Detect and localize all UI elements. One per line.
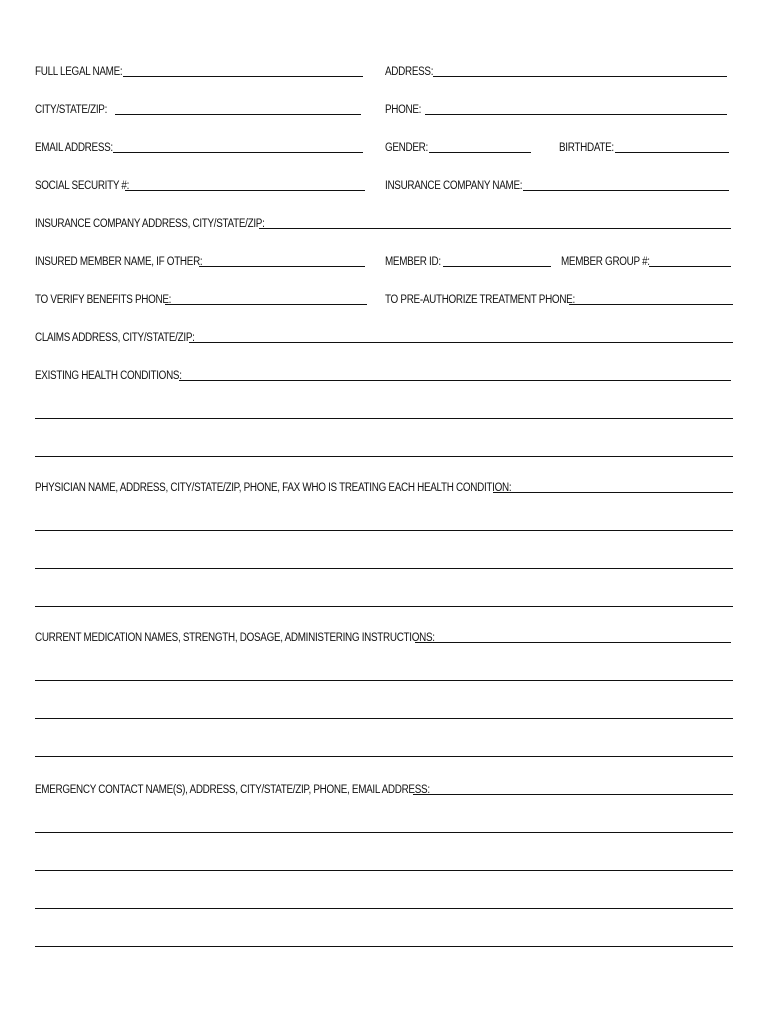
gender-input[interactable] (429, 152, 531, 153)
physician-field (35, 476, 733, 496)
physician-line[interactable] (35, 530, 733, 531)
current-medication-line[interactable] (35, 680, 733, 681)
pre-authorize-phone-field (385, 288, 733, 308)
insurance-company-address-input[interactable] (259, 228, 731, 229)
row-insurance-address (35, 212, 733, 232)
city-state-zip-label: CITY/STATE/ZIP: (35, 104, 108, 116)
email-address-input[interactable] (113, 152, 363, 153)
social-security-label: SOCIAL SECURITY #: (35, 180, 130, 192)
city-state-zip-field (35, 98, 361, 118)
existing-health-conditions-field (35, 364, 731, 384)
emergency-contact-field (35, 778, 733, 798)
full-legal-name-input[interactable] (123, 76, 363, 77)
physician-label: PHYSICIAN NAME, ADDRESS, CITY/STATE/ZIP, PHONE, FAX WHO IS TREATING EACH HEALTH CONDITION: (35, 482, 512, 494)
verify-benefits-phone-label: TO VERIFY BENEFITS PHONE: (35, 294, 172, 306)
full-legal-name-label: FULL LEGAL NAME: (35, 66, 123, 78)
insured-member-name-field (35, 250, 365, 270)
current-medication-line[interactable] (35, 756, 733, 757)
insured-member-name-label: INSURED MEMBER NAME, IF OTHER: (35, 256, 203, 268)
address-field (385, 60, 727, 80)
full-legal-name-field (35, 60, 363, 80)
member-group-input[interactable] (649, 266, 731, 267)
current-medication-field (35, 626, 731, 646)
insurance-company-name-input[interactable] (523, 190, 729, 191)
insurance-company-name-label: INSURANCE COMPANY NAME: (385, 180, 523, 192)
existing-health-conditions-line[interactable] (35, 456, 733, 457)
claims-address-label: CLAIMS ADDRESS, CITY/STATE/ZIP: (35, 332, 195, 344)
address-input[interactable] (433, 76, 727, 77)
insurance-company-address-label: INSURANCE COMPANY ADDRESS, CITY/STATE/ZIP: (35, 218, 265, 230)
row-city-phone (35, 98, 733, 118)
member-id-label: MEMBER ID: (385, 256, 441, 268)
gender-label: GENDER: (385, 142, 428, 154)
pre-authorize-phone-label: TO PRE-AUTHORIZE TREATMENT PHONE: (385, 294, 575, 306)
birthdate-field (559, 136, 729, 156)
physician-input[interactable] (493, 492, 733, 493)
existing-health-conditions-label: EXISTING HEALTH CONDITIONS: (35, 370, 182, 382)
physician-line[interactable] (35, 568, 733, 569)
phone-label: PHONE: (385, 104, 422, 116)
row-current-medication (35, 626, 733, 646)
address-label: ADDRESS: (385, 66, 434, 78)
row-physician (35, 476, 733, 496)
insured-member-name-input[interactable] (199, 266, 365, 267)
current-medication-label: CURRENT MEDICATION NAMES, STRENGTH, DOSAGE, ADMINISTERING INSTRUCTIONS: (35, 632, 435, 644)
existing-health-conditions-input[interactable] (179, 380, 731, 381)
claims-address-field (35, 326, 733, 346)
row-member (35, 250, 733, 270)
existing-health-conditions-line[interactable] (35, 418, 733, 419)
row-name-address (35, 60, 733, 80)
birthdate-input[interactable] (615, 152, 729, 153)
city-state-zip-input[interactable] (115, 114, 361, 115)
email-address-label: EMAIL ADDRESS: (35, 142, 113, 154)
row-claims (35, 326, 733, 346)
insurance-company-name-field (385, 174, 729, 194)
row-ssn-insurance (35, 174, 733, 194)
row-phones (35, 288, 733, 308)
email-address-field (35, 136, 363, 156)
verify-benefits-phone-input[interactable] (165, 304, 367, 305)
phone-input[interactable] (425, 114, 727, 115)
row-email-gender-birthdate (35, 136, 733, 156)
current-medication-line[interactable] (35, 718, 733, 719)
row-emergency-contact (35, 778, 733, 798)
phone-field (385, 98, 727, 118)
claims-address-input[interactable] (189, 342, 733, 343)
birthdate-label: BIRTHDATE: (559, 142, 614, 154)
pre-authorize-phone-input[interactable] (569, 304, 733, 305)
insurance-company-address-field (35, 212, 731, 232)
current-medication-input[interactable] (415, 642, 731, 643)
member-group-label: MEMBER GROUP #: (561, 256, 650, 268)
row-existing-conditions (35, 364, 733, 384)
emergency-contact-line[interactable] (35, 908, 733, 909)
verify-benefits-phone-field (35, 288, 367, 308)
emergency-contact-line[interactable] (35, 832, 733, 833)
social-security-field (35, 174, 365, 194)
emergency-contact-input[interactable] (413, 794, 733, 795)
member-id-field (385, 250, 551, 270)
emergency-contact-label: EMERGENCY CONTACT NAME(S), ADDRESS, CITY/STATE/ZIP, PHONE, EMAIL ADDRESS: (35, 784, 430, 796)
social-security-input[interactable] (125, 190, 365, 191)
emergency-contact-line[interactable] (35, 870, 733, 871)
physician-line[interactable] (35, 606, 733, 607)
member-id-input[interactable] (443, 266, 551, 267)
member-group-field (561, 250, 731, 270)
gender-field (385, 136, 531, 156)
emergency-contact-line[interactable] (35, 946, 733, 947)
